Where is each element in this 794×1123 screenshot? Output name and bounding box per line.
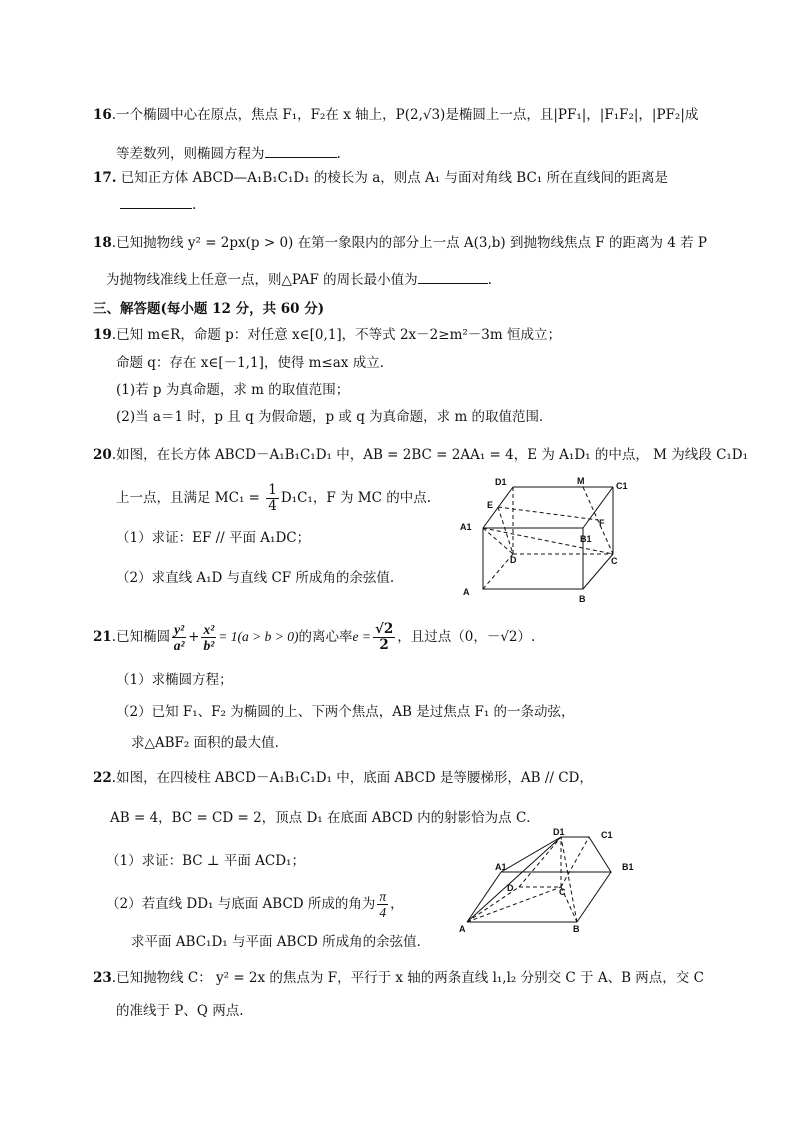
q21-eq-x-frac (201, 622, 216, 653)
q20-line-a1c (483, 528, 613, 554)
q20-frac-numerator: 1 (268, 482, 277, 498)
q20-label-b: B (579, 594, 586, 604)
q16-line1 (93, 106, 698, 124)
q22-text4b: ， (390, 896, 404, 912)
q18-answer-blank (418, 271, 488, 284)
q22-angle-frac (377, 889, 388, 920)
q21-line4: 求△ABF₂ 面积的最大值. (131, 735, 279, 751)
q18-text: .已知抛物线 y² = 2px(p > 0) 在第一象限内的部分上一点 A(3,b) 到抛物线焦点 F 的距离为 4 若 P (111, 235, 707, 251)
q21-line3: （2）已知 F₁、F₂ 为椭圆的上、下两个焦点，AB 是过焦点 F₁ 的一条动弦， (116, 704, 575, 720)
q22-line-bd1 (561, 837, 577, 922)
q22-line2: AB = 4，BC = CD = 2，顶点 D₁ 在底面 ABCD 内的射影恰为点 C． (110, 810, 540, 826)
q22-edge-dd1 (519, 837, 561, 887)
q20-label-c: C (611, 556, 618, 566)
q19-line2: 命题 q：存在 x∈[－1,1]，使得 m≤ax 成立． (116, 355, 394, 371)
q18-text2: 为抛物线准线上任意一点，则△PAF 的周长最小值为 (106, 272, 418, 288)
q22-label-c: C (559, 887, 566, 897)
q19-line1 (93, 326, 561, 344)
q20-edge-ad (483, 554, 513, 589)
q22-edge-aa1 (467, 872, 501, 922)
q21-eq-x-den: b² (203, 638, 215, 653)
q21-text1b: 的离心率 (298, 629, 353, 645)
q17-answer-blank (120, 196, 192, 209)
q22-label-d: D (507, 883, 514, 893)
q16-answer-blank (265, 145, 337, 158)
q20-label-a1: A1 (460, 522, 472, 532)
q20-label-f: F (599, 518, 605, 528)
figure-q20-cuboid (455, 474, 635, 606)
q16-text2: 等差数列，则椭圆方程为 (116, 146, 265, 162)
q21-e-frac (373, 622, 395, 653)
q23-line1 (93, 969, 704, 987)
q22-line4 (106, 887, 404, 921)
q20-text1: .如图，在长方体 ABCD－A₁B₁C₁D₁ 中，AB = 2BC = 2AA₁ = 4，E 为 A₁D₁ 的中点， M 为线段 C₁D₁ (111, 447, 749, 463)
q20-frac-denominator: 4 (268, 498, 277, 514)
q21-line2: （1）求椭圆方程； (116, 672, 233, 688)
q21-eq-y-num: y² (174, 622, 185, 637)
q20-text2b: D₁C₁，F 为 MC 的中点. (280, 490, 432, 506)
q21-plus: + (188, 629, 200, 645)
q22-line-ac (467, 887, 561, 922)
q21-text1c: ，且过点（0，－√2）. (397, 629, 536, 645)
q20-label-b1: B1 (580, 534, 592, 544)
q22-label-b1: B1 (622, 862, 634, 872)
q21-eq-rhs: = 1(a > b > 0) (218, 629, 299, 644)
q20-edge-b1c1 (583, 487, 613, 528)
q20-label-d1: D1 (495, 477, 507, 487)
q22-edge-bb1 (577, 872, 611, 922)
q20-number: 20 (93, 447, 112, 463)
q20-line3: （1）求证：EF // 平面 A₁DC； (116, 530, 311, 546)
q23-number: 23 (93, 970, 112, 986)
q19-number: 19 (93, 327, 112, 343)
figure-q22-prism (455, 825, 645, 937)
q22-line-ad1 (467, 837, 561, 922)
q22-line3: （1）求证：BC ⊥ 平面 ACD₁； (106, 853, 305, 869)
q20-label-c1: C1 (616, 481, 628, 491)
q23-text1: .已知抛物线 C： y² = 2x 的焦点为 F，平行于 x 轴的两条直线 l₁,l₂ 分别交 C 于 A、B 两点，交 C (111, 970, 704, 986)
q22-angle-num: π (379, 889, 387, 904)
q21-eq-x-num: x² (203, 622, 215, 637)
q20-label-e: E (487, 500, 494, 510)
q18-line1 (93, 234, 707, 252)
q16-text: .一个椭圆中心在原点，焦点 F₁，F₂在 x 轴上，P(2,√3)是椭圆上一点，且|PF₁|，|F₁F₂|，|PF₂|成 (111, 107, 699, 123)
q17-text: 已知正方体 ABCD—A₁B₁C₁D₁ 的棱长为 a，则点 A₁ 与面对角线 BC₁ 所在直线间的距离是 (116, 170, 668, 186)
q21-eq-y-den: a² (173, 638, 185, 653)
q22-label-b: B (573, 924, 580, 934)
q17-number: 17. (93, 170, 117, 186)
q19-line4: (2)当 a＝1 时，p 且 q 为假命题，p 或 q 为真命题，求 m 的取值范围． (116, 409, 553, 425)
q20-label-m: M (577, 476, 585, 486)
q20-front-face (483, 528, 583, 589)
q21-e-label: e = (352, 629, 371, 644)
q22-edge-cc1 (561, 837, 589, 887)
q21-e-num: √2 (374, 621, 394, 637)
q20-text2a: 上一点，且满足 MC₁ = (116, 490, 265, 506)
q23-line2: 的准线于 P、Q 两点. (116, 1003, 244, 1019)
q17-line2 (120, 196, 196, 214)
q19-line3: (1)若 p 为真命题，求 m 的取值范围； (116, 382, 350, 398)
q20-fraction (266, 483, 279, 514)
q22-text4a: （2）若直线 DD₁ 与底面 ABCD 所成的角为 (106, 896, 376, 912)
q22-label-c1: C1 (601, 830, 613, 840)
q20-line1 (93, 446, 748, 464)
q21-number: 21 (93, 629, 112, 645)
q18-end: . (487, 272, 492, 288)
q21-eq-y-frac (172, 622, 186, 653)
q16-line2 (116, 145, 341, 163)
q21-text1a: .已知椭圆 (111, 629, 171, 645)
q22-label-a: A (459, 924, 466, 934)
q20-line4: （2）求直线 A₁D 与直线 CF 所成角的余弦值. (116, 570, 395, 586)
q19-text1: .已知 m∈R，命题 p：对任意 x∈[0,1]，不等式 2x－2≥m²－3m 恒成立； (111, 327, 561, 343)
q18-line2 (106, 271, 492, 289)
q20-label-a: A (463, 587, 470, 597)
q16-end: . (336, 146, 341, 162)
q18-number: 18 (93, 235, 112, 251)
q22-label-a1: A1 (495, 862, 507, 872)
q22-label-d1: D1 (553, 827, 565, 837)
q17-line1 (93, 169, 668, 187)
q22-text1: .如图，在四棱柱 ABCD－A₁B₁C₁D₁ 中，底面 ABCD 是等腰梯形，AB // CD， (111, 770, 593, 786)
q16-number: 16 (93, 107, 112, 123)
section-3-heading: 三、解答题(每小题 12 分，共 60 分) (93, 301, 325, 317)
q21-e-den: 2 (379, 637, 389, 653)
q20-edge-bc (583, 554, 613, 589)
q21-line1 (93, 617, 535, 657)
q22-line5: 求平面 ABC₁D₁ 与平面 ABCD 所成角的余弦值． (131, 934, 431, 950)
q22-line1 (93, 769, 593, 787)
q22-angle-den: 4 (379, 905, 387, 920)
q22-number: 22 (93, 770, 112, 786)
q17-end: . (192, 197, 197, 213)
q20-label-d: D (510, 555, 517, 565)
q20-line2 (116, 482, 431, 514)
